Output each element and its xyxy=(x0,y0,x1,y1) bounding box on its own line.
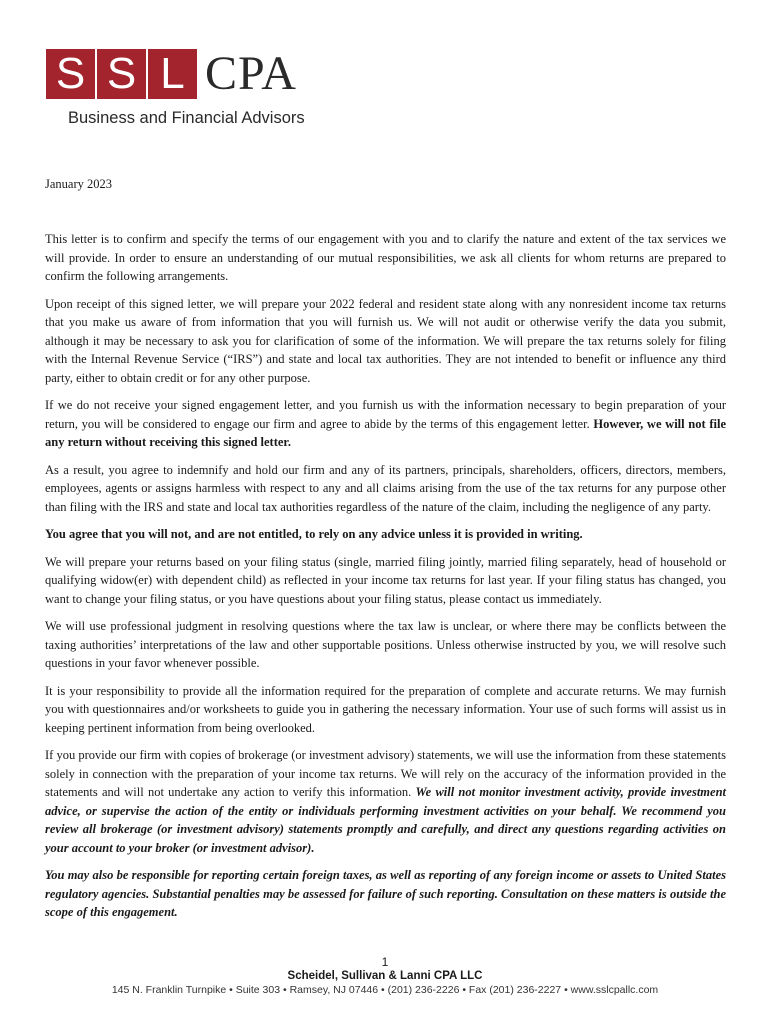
paragraph-3-bold: However, we will not file any return without receiving this signed letter. xyxy=(45,416,726,449)
paragraph-6: We will prepare your returns based on your filing status (single, married filing jointly, married filing separately, head of household or qualifying widow(er) with dependent child) as reflected in your income tax returns for last year. If your filing status has changed, you want to change your filing status, or you have questions about your filing status, please contact us immediately. xyxy=(45,554,726,606)
letter-body xyxy=(45,230,726,931)
paragraph-9-bold-italic: We will not monitor investment activity, provide investment advice, or supervise the action of the entity or individuals performing investment activities on your behalf. We recommend you review all brokerage (or investment advisory) statements promptly and carefully, and direct any questions regarding activities on your account to your broker (or investment advisor). xyxy=(45,785,727,855)
paragraph-9 xyxy=(45,746,726,857)
paragraph-1: This letter is to confirm and specify the terms of our engagement with you and to clarify the nature and extent of the tax services we will provide. In order to ensure an understanding of our mutual responsibilities, we ask all clients for whom returns are prepared to confirm the following arrangements. xyxy=(45,232,726,283)
logo-cpa-text: CPA xyxy=(205,47,297,100)
paragraph-4: As a result, you agree to indemnify and hold our firm and any of its partners, principals, shareholders, officers, directors, members, employees, agents or assigns harmless with respect to any and all claims arising from the use of the tax returns for any purpose other than filing with the IRS and state and local tax authorities regardless of the nature of the claim, including the negligence of any party. xyxy=(45,462,726,514)
footer-address: 145 N. Franklin Turnpike • Suite 303 • Ramsey, NJ 07446 • (201) 236-2226 • Fax (201) 236-2227 • www.sslcpallc.com xyxy=(111,984,659,996)
paragraph-2: Upon receipt of this signed letter, we will prepare your 2022 federal and resident state along with any nonresident income tax returns that you make us aware of from information that you will furnish us. We will not audit or otherwise verify the data you submit, although it may be necessary to ask you for clarification of some of the information. We will prepare the tax returns solely for filing with the Internal Revenue Service (“IRS”) and state and local tax authorities. They are not intended to benefit or influence any third party, either to obtain credit or for any other purpose. xyxy=(45,296,726,385)
logo-letter-l: L xyxy=(148,49,197,99)
paragraph-3-text: If we do not receive your signed engagement letter, and you furnish us with the information necessary to begin preparation of your return, you will be considered to engage our firm and agree to abide by the terms of this engagement letter. xyxy=(45,398,726,431)
logo-letter-s2: S xyxy=(97,49,146,99)
company-logo xyxy=(46,49,297,99)
page-number: 1 xyxy=(381,955,389,969)
paragraph-8: It is your responsibility to provide all the information required for the preparation of complete and accurate returns. We may furnish you with questionnaires and/or worksheets to guide you in gathering the necessary information. Your use of such forms will assist us in keeping pertinent information from being overlooked. xyxy=(45,683,726,735)
footer-firm-name: Scheidel, Sullivan & Lanni CPA LLC xyxy=(287,970,483,982)
paragraph-3 xyxy=(45,396,726,452)
paragraph-7: We will use professional judgment in resolving questions where the tax law is unclear, or where there may be conflicts between the taxing authorities’ interpretations of the law and other supportable positions. Unless otherwise instructed by you, we will resolve such questions in your favor whenever possible. xyxy=(45,619,726,670)
company-tagline: Business and Financial Advisors xyxy=(68,109,305,127)
letter-date: January 2023 xyxy=(45,177,112,191)
paragraph-9-text: If you provide our firm with copies of brokerage (or investment advisory) statements, we will use the information from these statements solely in connection with the preparation of your income tax returns. We will rely on the accuracy of the information provided in the statements and will not undertake any action to verify this information. xyxy=(45,748,726,799)
logo-letter-s1: S xyxy=(46,49,95,99)
paragraph-10: You may also be responsible for reporting certain foreign taxes, as well as reporting of any foreign income or assets to United States regulatory agencies. Substantial penalties may be assessed for failure of such reporting. Consultation on these matters is outside the scope of this engagement. xyxy=(45,868,726,919)
paragraph-5: You agree that you will not, and are not entitled, to rely on any advice unless it is provided in writing. xyxy=(45,527,583,541)
